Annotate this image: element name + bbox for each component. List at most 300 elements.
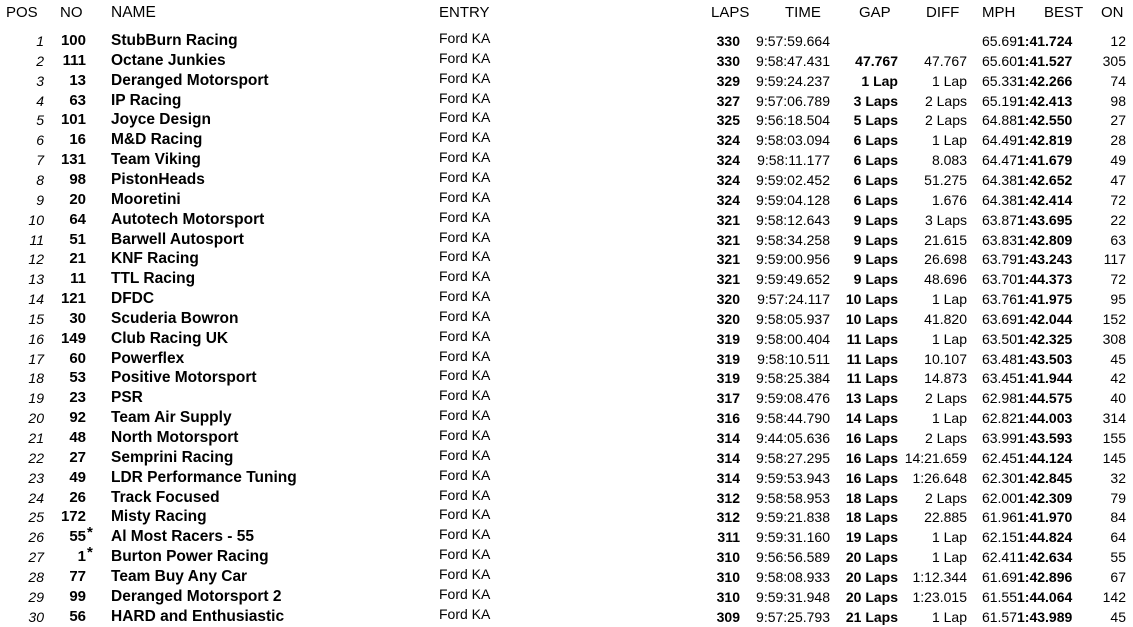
cell-pos: 1 [36, 33, 44, 49]
cell-on: 152 [1102, 310, 1126, 327]
cell-time: 9:57:06.789 [756, 92, 830, 109]
cell-no: 121 [60, 290, 86, 308]
cell-mph: 63.70 [981, 271, 1017, 288]
cell-name: IP Racing [111, 91, 182, 109]
cell-on: 95 [1110, 291, 1126, 308]
cell-pos: 22 [28, 449, 44, 466]
cell-name: Deranged Motorsport 2 [111, 587, 282, 605]
cell-diff: 1 Lap [931, 608, 967, 625]
cell-on: 28 [1110, 132, 1126, 149]
cell-mph: 61.55 [981, 588, 1017, 605]
cell-laps: 319 [716, 330, 740, 347]
cell-diff: 47.767 [924, 52, 967, 69]
cell-name: Track Focused [111, 488, 220, 506]
cell-laps: 320 [716, 291, 740, 308]
cell-pos: 26 [28, 529, 44, 546]
cell-gap: 9 Laps [853, 231, 898, 248]
cell-best: 1:42.845 [1017, 469, 1073, 486]
cell-name: Team Buy Any Car [111, 567, 248, 585]
cell-gap: 21 Laps [845, 608, 898, 625]
cell-pos: 2 [36, 52, 44, 69]
cell-name: StubBurn Racing [111, 32, 238, 49]
cell-entry: Ford KA [439, 129, 491, 146]
cell-on: 117 [1103, 251, 1126, 268]
cell-pos: 12 [28, 251, 44, 268]
cell-time: 9:57:25.793 [756, 608, 830, 625]
cell-entry: Ford KA [439, 89, 491, 106]
cell-mph: 65.60 [981, 52, 1017, 69]
cell-mph: 62.82 [981, 410, 1017, 427]
cell-gap: 9 Laps [853, 211, 898, 228]
table-row [0, 269, 1133, 289]
cell-laps: 330 [716, 33, 740, 49]
table-row [0, 587, 1133, 607]
cell-pos: 7 [36, 152, 44, 169]
cell-diff: 41.820 [924, 310, 967, 327]
cell-entry: Ford KA [439, 585, 491, 602]
table-row [0, 349, 1133, 369]
header-best: BEST [1044, 4, 1084, 21]
table-row [0, 289, 1133, 309]
cell-entry: Ford KA [439, 49, 491, 66]
cell-entry: Ford KA [439, 248, 491, 265]
table-row [0, 544, 1133, 567]
cell-laps: 321 [716, 211, 740, 228]
cell-best: 1:41.970 [1017, 509, 1073, 526]
cell-on: 98 [1110, 92, 1126, 109]
cell-best: 1:42.325 [1017, 330, 1073, 347]
cell-mph: 62.41 [981, 549, 1017, 566]
cell-gap: 19 Laps [845, 529, 898, 546]
table-row [0, 190, 1133, 210]
cell-diff: 1:23.015 [912, 588, 967, 605]
cell-entry: Ford KA [439, 69, 491, 86]
cell-time: 9:58:12.643 [756, 211, 830, 228]
cell-entry: Ford KA [439, 109, 491, 126]
cell-laps: 319 [716, 350, 740, 367]
cell-name: Positive Motorsport [111, 369, 257, 387]
table-row [0, 468, 1133, 488]
cell-diff: 1 Lap [931, 529, 967, 546]
cell-gap: 14 Laps [845, 410, 898, 427]
cell-mph: 63.87 [981, 211, 1017, 228]
cell-diff: 1 Lap [931, 549, 967, 566]
cell-time: 9:59:02.452 [756, 171, 830, 188]
cell-entry: Ford KA [439, 288, 491, 305]
cell-entry: Ford KA [439, 387, 491, 404]
cell-entry: Ford KA [439, 347, 491, 364]
cell-pos: 23 [28, 469, 44, 486]
cell-pos: 10 [28, 211, 44, 228]
cell-gap: 16 Laps [845, 430, 898, 446]
cell-entry: Ford KA [439, 506, 491, 523]
cell-best: 1:41.527 [1017, 52, 1073, 69]
table-row [0, 150, 1133, 170]
cell-diff: 1 Lap [931, 410, 967, 427]
cell-gap: 20 Laps [845, 588, 898, 605]
cell-pos: 27 [28, 549, 44, 566]
cell-entry: Ford KA [439, 188, 491, 205]
cell-time: 9:59:00.956 [756, 251, 830, 268]
cell-laps: 321 [716, 231, 740, 248]
cell-laps: 310 [716, 568, 740, 585]
cell-on: 12 [1110, 33, 1126, 49]
cell-on: 72 [1110, 191, 1126, 208]
cell-time: 9:58:44.790 [756, 410, 830, 427]
cell-laps: 311 [717, 529, 740, 546]
cell-entry: Ford KA [439, 486, 491, 503]
cell-pos: 30 [28, 608, 44, 625]
cell-gap: 47.767 [855, 52, 898, 69]
cell-gap: 11 Laps [846, 370, 898, 387]
cell-diff: 1 Lap [931, 72, 967, 89]
cell-pos: 6 [36, 132, 44, 149]
header-entry: ENTRY [439, 4, 490, 21]
cell-mph: 62.15 [981, 529, 1017, 546]
cell-pos: 21 [28, 430, 44, 446]
cell-pos: 8 [36, 171, 44, 188]
cell-best: 1:42.309 [1017, 489, 1073, 506]
cell-best: 1:44.373 [1017, 271, 1073, 288]
cell-name: Club Racing UK [111, 329, 229, 347]
cell-pos: 16 [28, 330, 44, 347]
cell-mph: 63.50 [981, 330, 1017, 347]
cell-no: 16 [69, 131, 86, 149]
cell-no: 131 [60, 151, 86, 169]
cell-time: 9:58:03.094 [756, 132, 830, 149]
cell-on: 145 [1102, 449, 1126, 466]
cell-on: 142 [1102, 588, 1126, 605]
cell-name: Powerflex [111, 349, 185, 367]
cell-entry: Ford KA [439, 526, 491, 543]
cell-name: TTL Racing [111, 270, 196, 288]
cell-no: 30 [69, 309, 86, 327]
table-row [0, 91, 1133, 111]
cell-no: 20 [69, 190, 86, 208]
cell-pos: 4 [36, 92, 44, 109]
cell-entry: Ford KA [439, 149, 491, 166]
cell-entry: Ford KA [439, 367, 491, 384]
cell-laps: 310 [716, 588, 740, 605]
cell-laps: 312 [716, 509, 740, 526]
cell-entry: Ford KA [439, 565, 491, 582]
cell-gap: 20 Laps [845, 568, 898, 585]
cell-no: 21 [69, 250, 86, 268]
table-row [0, 210, 1133, 230]
cell-best: 1:42.819 [1017, 132, 1073, 149]
cell-best: 1:42.266 [1017, 72, 1073, 89]
cell-on: 155 [1102, 430, 1126, 446]
cell-time: 9:59:08.476 [756, 390, 830, 407]
cell-on: 314 [1102, 410, 1126, 427]
cell-mph: 61.57 [981, 608, 1017, 625]
cell-no: 172 [60, 508, 86, 526]
cell-name: PistonHeads [111, 170, 205, 188]
cell-entry: Ford KA [439, 446, 491, 463]
cell-name: North Motorsport [111, 429, 239, 446]
cell-mph: 63.83 [981, 231, 1017, 248]
cell-best: 1:41.724 [1017, 33, 1073, 49]
cell-name: Burton Power Racing [111, 548, 269, 566]
cell-diff: 26.698 [924, 251, 967, 268]
cell-entry: Ford KA [439, 208, 491, 225]
cell-best: 1:41.975 [1017, 291, 1073, 308]
cell-on: 64 [1110, 529, 1126, 546]
cell-name: PSR [111, 389, 143, 407]
cell-no: 101 [60, 111, 86, 129]
cell-laps: 312 [716, 489, 740, 506]
cell-diff: 2 Laps [924, 92, 967, 109]
cell-name: Deranged Motorsport [111, 71, 269, 89]
cell-mph: 63.48 [981, 350, 1017, 367]
table-row [0, 51, 1133, 71]
table-row [0, 110, 1133, 130]
cell-name: Barwell Autosport [111, 230, 244, 248]
cell-no: 49 [69, 468, 86, 486]
cell-diff: 14.873 [924, 370, 967, 387]
cell-pos: 5 [36, 112, 44, 129]
cell-gap: 6 Laps [853, 132, 898, 149]
cell-on: 305 [1102, 52, 1126, 69]
cell-laps: 314 [716, 469, 740, 486]
cell-star: * [87, 544, 93, 562]
cell-entry: Ford KA [439, 307, 491, 324]
cell-time: 9:58:08.933 [756, 568, 830, 585]
cell-gap: 5 Laps [853, 112, 898, 129]
table-row [0, 170, 1133, 190]
cell-laps: 314 [716, 430, 740, 446]
cell-time: 9:58:25.384 [756, 370, 830, 387]
cell-time: 9:56:56.589 [756, 549, 830, 566]
cell-time: 9:59:04.128 [756, 191, 830, 208]
cell-time: 9:57:24.117 [757, 291, 830, 308]
cell-no: 55 [69, 528, 86, 546]
cell-diff: 3 Laps [924, 211, 967, 228]
header-name: NAME [111, 4, 156, 21]
cell-time: 9:58:11.177 [757, 152, 830, 169]
cell-time: 9:58:05.937 [756, 310, 830, 327]
results-header-row [0, 3, 1133, 23]
cell-best: 1:43.593 [1017, 430, 1073, 446]
cell-name: HARD and Enthusiastic [111, 607, 285, 625]
cell-gap: 11 Laps [846, 330, 898, 347]
cell-diff: 22.885 [924, 509, 967, 526]
cell-best: 1:42.413 [1017, 92, 1073, 109]
cell-best: 1:43.989 [1017, 608, 1073, 625]
table-row [0, 448, 1133, 468]
cell-laps: 325 [716, 112, 740, 129]
cell-no: 56 [69, 607, 86, 625]
cell-diff: 48.696 [924, 271, 967, 288]
cell-mph: 65.19 [981, 92, 1017, 109]
cell-mph: 64.38 [981, 171, 1017, 188]
cell-no: 98 [69, 170, 86, 188]
cell-on: 63 [1110, 231, 1126, 248]
cell-diff: 2 Laps [924, 390, 967, 407]
cell-gap: 10 Laps [845, 310, 898, 327]
cell-diff: 1 Lap [931, 132, 967, 149]
cell-best: 1:42.044 [1017, 310, 1073, 327]
cell-mph: 61.69 [981, 568, 1017, 585]
cell-name: Mooretini [111, 190, 181, 208]
cell-best: 1:42.896 [1017, 568, 1073, 585]
cell-mph: 62.98 [981, 390, 1017, 407]
cell-laps: 321 [716, 271, 740, 288]
cell-mph: 65.69 [981, 33, 1017, 49]
table-row [0, 329, 1133, 349]
cell-diff: 1:26.648 [912, 469, 967, 486]
cell-gap: 3 Laps [853, 92, 898, 109]
cell-best: 1:42.414 [1017, 191, 1073, 208]
cell-mph: 62.00 [981, 489, 1017, 506]
cell-time: 9:59:31.160 [756, 529, 830, 546]
cell-pos: 3 [36, 72, 44, 89]
cell-best: 1:42.652 [1017, 171, 1073, 188]
cell-laps: 317 [716, 390, 740, 407]
cell-mph: 63.45 [981, 370, 1017, 387]
cell-pos: 13 [28, 271, 44, 288]
cell-no: 149 [60, 329, 86, 347]
cell-laps: 324 [716, 171, 740, 188]
header-on: ON [1101, 4, 1124, 21]
header-gap: GAP [859, 4, 891, 21]
cell-best: 1:43.243 [1017, 251, 1073, 268]
cell-no: 100 [60, 32, 86, 49]
cell-mph: 64.88 [981, 112, 1017, 129]
cell-best: 1:44.003 [1017, 410, 1073, 427]
cell-gap: 10 Laps [845, 291, 898, 308]
cell-name: Team Air Supply [111, 409, 232, 427]
header-no: NO [60, 4, 83, 21]
cell-best: 1:41.679 [1017, 152, 1073, 169]
cell-laps: 329 [716, 72, 740, 89]
cell-no: 51 [69, 230, 86, 248]
cell-on: 45 [1110, 608, 1126, 625]
cell-diff: 14:21.659 [904, 449, 967, 466]
cell-entry: Ford KA [439, 605, 491, 622]
cell-on: 79 [1110, 489, 1126, 506]
cell-time: 9:58:10.511 [757, 350, 830, 367]
cell-pos: 24 [28, 489, 44, 506]
table-row [0, 567, 1133, 587]
cell-gap: 11 Laps [846, 350, 898, 367]
cell-entry: Ford KA [439, 228, 491, 245]
table-row [0, 507, 1133, 527]
cell-laps: 316 [716, 410, 740, 427]
cell-mph: 62.30 [981, 469, 1017, 486]
cell-laps: 324 [716, 152, 740, 169]
cell-diff: 2 Laps [924, 430, 967, 446]
cell-laps: 310 [716, 549, 740, 566]
cell-on: 72 [1110, 271, 1126, 288]
table-row [0, 249, 1133, 269]
cell-gap: 9 Laps [853, 251, 898, 268]
cell-no: 77 [69, 567, 86, 585]
cell-time: 9:59:24.237 [756, 72, 830, 89]
cell-star: * [87, 524, 93, 542]
cell-diff: 1 Lap [931, 291, 967, 308]
cell-diff: 2 Laps [924, 112, 967, 129]
cell-entry: Ford KA [439, 30, 491, 46]
cell-entry: Ford KA [439, 168, 491, 185]
cell-mph: 65.33 [981, 72, 1017, 89]
cell-time: 9:57:59.664 [756, 33, 830, 49]
cell-no: 63 [69, 91, 86, 109]
header-diff: DIFF [926, 4, 960, 21]
cell-name: Team Viking [111, 151, 201, 169]
cell-pos: 15 [28, 310, 44, 327]
cell-on: 74 [1110, 72, 1126, 89]
cell-gap: 6 Laps [853, 152, 898, 169]
cell-best: 1:44.575 [1017, 390, 1073, 407]
cell-gap: 13 Laps [845, 390, 898, 407]
cell-diff: 51.275 [924, 171, 967, 188]
cell-best: 1:42.634 [1017, 549, 1073, 566]
cell-on: 49 [1110, 152, 1126, 169]
table-row [0, 488, 1133, 508]
cell-name: LDR Performance Tuning [111, 468, 297, 486]
cell-best: 1:44.124 [1017, 449, 1073, 466]
cell-mph: 63.99 [981, 430, 1017, 446]
cell-time: 9:58:47.431 [756, 52, 830, 69]
cell-no: 92 [69, 409, 86, 427]
cell-time: 9:59:53.943 [756, 469, 830, 486]
header-mph: MPH [982, 4, 1016, 21]
cell-on: 308 [1102, 330, 1126, 347]
cell-time: 9:58:58.953 [756, 489, 830, 506]
cell-time: 9:59:49.652 [756, 271, 830, 288]
cell-on: 32 [1110, 469, 1126, 486]
cell-no: 111 [62, 51, 86, 69]
cell-mph: 64.38 [981, 191, 1017, 208]
cell-on: 45 [1110, 350, 1126, 367]
cell-name: Semprini Racing [111, 448, 234, 466]
cell-laps: 314 [716, 449, 740, 466]
table-row [0, 524, 1133, 547]
cell-gap: 16 Laps [845, 469, 898, 486]
cell-laps: 324 [716, 132, 740, 149]
cell-best: 1:44.824 [1017, 529, 1073, 546]
cell-time: 9:44:05.636 [756, 430, 830, 446]
cell-diff: 2 Laps [924, 489, 967, 506]
cell-mph: 63.79 [981, 251, 1017, 268]
cell-name: Joyce Design [111, 111, 211, 129]
cell-mph: 64.47 [981, 152, 1017, 169]
cell-best: 1:41.944 [1017, 370, 1073, 387]
cell-no: 53 [69, 369, 86, 387]
cell-name: Autotech Motorsport [111, 210, 265, 228]
cell-no: 27 [69, 448, 86, 466]
cell-gap: 6 Laps [853, 171, 898, 188]
cell-gap: 6 Laps [853, 191, 898, 208]
cell-best: 1:42.809 [1017, 231, 1073, 248]
cell-mph: 63.69 [981, 310, 1017, 327]
cell-laps: 309 [716, 608, 740, 625]
table-row [0, 71, 1133, 91]
cell-no: 26 [69, 488, 86, 506]
cell-pos: 14 [28, 291, 44, 308]
cell-entry: Ford KA [439, 427, 491, 443]
cell-best: 1:44.064 [1017, 588, 1073, 605]
cell-no: 64 [69, 210, 86, 228]
cell-pos: 25 [28, 509, 44, 526]
cell-no: 48 [69, 429, 86, 446]
table-row [0, 388, 1133, 408]
cell-diff: 1:12.344 [912, 568, 967, 585]
cell-pos: 17 [28, 350, 44, 367]
cell-time: 9:56:18.504 [756, 112, 830, 129]
cell-on: 42 [1110, 370, 1126, 387]
